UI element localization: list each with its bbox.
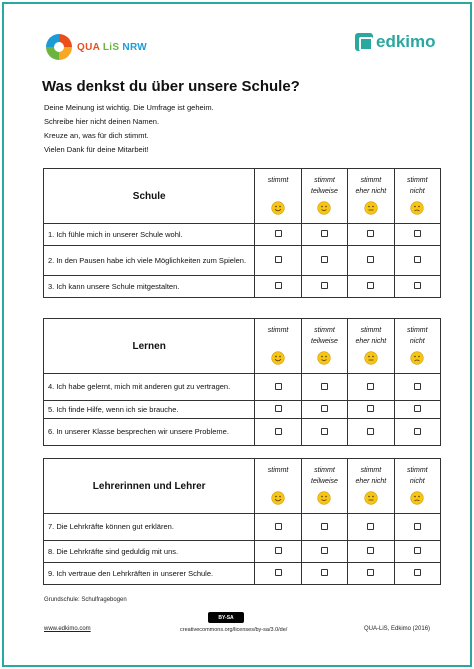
answer-cell <box>301 246 347 276</box>
intro-line: Schreibe hier nicht deinen Namen. <box>44 117 160 126</box>
answer-cell <box>394 563 440 585</box>
answer-label-line1: stimmt <box>267 467 289 474</box>
answer-checkbox[interactable] <box>321 383 328 390</box>
answer-label-line1: stimmt <box>267 327 289 334</box>
answer-cell <box>348 514 394 541</box>
section-title: Lernen <box>44 319 255 374</box>
table-row <box>44 374 441 401</box>
answer-label-line2 <box>255 336 300 347</box>
page-title: Was denkst du über unsere Schule? <box>42 78 300 95</box>
answer-column-header <box>255 459 301 514</box>
table-header-row <box>44 169 441 224</box>
answer-cell <box>255 514 301 541</box>
neutral-face-icon <box>364 351 378 365</box>
answer-checkbox[interactable] <box>275 282 282 289</box>
table-row <box>44 541 441 563</box>
answer-checkbox[interactable] <box>367 428 374 435</box>
answer-cell <box>394 246 440 276</box>
question-text: 5. Ich finde Hilfe, wenn ich sie brauche. <box>44 401 255 419</box>
answer-checkbox[interactable] <box>414 569 421 576</box>
happy-face-icon <box>271 201 285 215</box>
footer-label: Grundschule: Schulfragebogen <box>44 597 127 603</box>
answer-cell <box>255 541 301 563</box>
question-text: 2. In den Pausen habe ich viele Möglichkeiten zum Spielen. <box>44 246 255 276</box>
answer-checkbox[interactable] <box>321 547 328 554</box>
answer-checkbox[interactable] <box>367 383 374 390</box>
neutral-face-icon <box>364 201 378 215</box>
answer-checkbox[interactable] <box>321 256 328 263</box>
answer-cell <box>394 276 440 298</box>
cc-license-badge-text: BY-SA <box>218 614 234 621</box>
footer-link[interactable]: www.edkimo.com <box>44 626 91 632</box>
answer-checkbox[interactable] <box>414 282 421 289</box>
neutral-face-icon <box>364 491 378 505</box>
answer-label-line2: teilweise <box>311 478 338 485</box>
answer-column-header <box>348 169 394 224</box>
answer-label-line2 <box>255 476 300 487</box>
answer-cell <box>348 563 394 585</box>
question-text: 6. In unserer Klasse besprechen wir unsere Probleme. <box>44 419 255 446</box>
answer-checkbox[interactable] <box>275 547 282 554</box>
answer-checkbox[interactable] <box>414 523 421 530</box>
answer-column-header <box>301 169 347 224</box>
answer-checkbox[interactable] <box>321 523 328 530</box>
answer-checkbox[interactable] <box>275 569 282 576</box>
answer-cell <box>255 246 301 276</box>
answer-label-line2: eher nicht <box>355 188 387 195</box>
table-row <box>44 246 441 276</box>
answer-checkbox[interactable] <box>414 256 421 263</box>
intro-line: Deine Meinung ist wichtig. Die Umfrage ist geheim. <box>44 103 214 112</box>
survey-table <box>43 458 441 585</box>
answer-checkbox[interactable] <box>321 569 328 576</box>
answer-column-header <box>301 319 347 374</box>
answer-checkbox[interactable] <box>414 230 421 237</box>
answer-label-line1: stimmt <box>360 177 382 184</box>
answer-checkbox[interactable] <box>275 230 282 237</box>
answer-column-header <box>255 169 301 224</box>
answer-checkbox[interactable] <box>414 547 421 554</box>
answer-label-line2: nicht <box>409 188 425 195</box>
intro-line: Kreuze an, was für dich stimmt. <box>44 131 149 140</box>
answer-label-line1: stimmt <box>314 327 335 334</box>
answer-column-header <box>394 169 440 224</box>
answer-label-line2: teilweise <box>311 338 338 345</box>
answer-cell <box>348 276 394 298</box>
answer-checkbox[interactable] <box>321 405 328 412</box>
answer-checkbox[interactable] <box>414 383 421 390</box>
survey-table <box>43 318 441 446</box>
sad-face-icon <box>410 491 424 505</box>
answer-cell <box>348 541 394 563</box>
smiling-face-icon <box>317 491 331 505</box>
table-row <box>44 401 441 419</box>
answer-cell <box>394 224 440 246</box>
answer-checkbox[interactable] <box>321 230 328 237</box>
happy-face-icon <box>271 351 285 365</box>
answer-checkbox[interactable] <box>275 428 282 435</box>
answer-checkbox[interactable] <box>367 547 374 554</box>
answer-cell <box>301 541 347 563</box>
answer-checkbox[interactable] <box>275 523 282 530</box>
answer-label-line1: stimmt <box>406 177 428 184</box>
answer-cell <box>394 541 440 563</box>
sad-face-icon <box>410 351 424 365</box>
answer-cell <box>301 419 347 446</box>
answer-column-header <box>348 319 394 374</box>
answer-column-header <box>394 459 440 514</box>
answer-cell <box>348 246 394 276</box>
answer-label-line2 <box>255 186 300 197</box>
section-title: Schule <box>44 169 255 224</box>
license-url[interactable]: creativecommons.org/licenses/by-sa/3.0/de/ <box>180 627 288 633</box>
answer-checkbox[interactable] <box>275 256 282 263</box>
question-text: 8. Die Lehrkräfte sind geduldig mit uns. <box>44 541 255 563</box>
answer-cell <box>301 374 347 401</box>
answer-label-line1: stimmt <box>406 467 428 474</box>
answer-label-line2: eher nicht <box>355 338 387 345</box>
answer-cell <box>394 374 440 401</box>
question-text: 4. Ich habe gelernt, mich mit anderen gut zu vertragen. <box>44 374 255 401</box>
sad-face-icon <box>410 201 424 215</box>
answer-label-line2: eher nicht <box>355 478 387 485</box>
table-header-row <box>44 319 441 374</box>
answer-label-line2: nicht <box>409 338 425 345</box>
logo-lis-text: LiS <box>102 41 120 53</box>
table-row <box>44 514 441 541</box>
answer-label-line1: stimmt <box>314 467 335 474</box>
table-row <box>44 276 441 298</box>
answer-label-line1: stimmt <box>267 177 289 184</box>
answer-checkbox[interactable] <box>414 428 421 435</box>
cc-license-badge <box>208 612 244 623</box>
answer-cell <box>301 514 347 541</box>
answer-cell <box>301 401 347 419</box>
answer-column-header <box>301 459 347 514</box>
edkimo-logo-icon <box>355 33 373 51</box>
smiling-face-icon <box>317 201 331 215</box>
answer-checkbox[interactable] <box>321 428 328 435</box>
answer-checkbox[interactable] <box>367 405 374 412</box>
answer-cell <box>301 276 347 298</box>
answer-checkbox[interactable] <box>367 569 374 576</box>
edkimo-logo <box>355 32 436 52</box>
answer-cell <box>348 374 394 401</box>
answer-checkbox[interactable] <box>367 256 374 263</box>
answer-cell <box>255 276 301 298</box>
smiling-face-icon <box>317 351 331 365</box>
question-text: 7. Die Lehrkräfte können gut erklären. <box>44 514 255 541</box>
qualis-logo-icon <box>46 34 72 60</box>
table-row <box>44 563 441 585</box>
qualis-logo-text <box>77 42 147 53</box>
answer-label-line2: teilweise <box>311 188 338 195</box>
answer-cell <box>394 514 440 541</box>
answer-label-line1: stimmt <box>314 177 335 184</box>
answer-cell <box>255 401 301 419</box>
answer-checkbox[interactable] <box>367 230 374 237</box>
question-text: 1. Ich fühle mich in unserer Schule wohl. <box>44 224 255 246</box>
answer-cell <box>255 224 301 246</box>
answer-column-header <box>255 319 301 374</box>
answer-label-line1: stimmt <box>360 467 382 474</box>
answer-cell <box>394 401 440 419</box>
answer-checkbox[interactable] <box>275 405 282 412</box>
answer-label-line2: nicht <box>409 478 425 485</box>
table-header-row <box>44 459 441 514</box>
logo-qua-text: QUA <box>77 41 100 53</box>
qualis-logo <box>46 34 147 60</box>
answer-label-line1: stimmt <box>360 327 382 334</box>
table-row <box>44 419 441 446</box>
logo-nrw-text: NRW <box>122 41 148 53</box>
answer-cell <box>348 224 394 246</box>
question-text: 3. Ich kann unsere Schule mitgestalten. <box>44 276 255 298</box>
section-title: Lehrerinnen und Lehrer <box>44 459 255 514</box>
answer-cell <box>394 419 440 446</box>
question-text: 9. Ich vertraue den Lehrkräften in unserer Schule. <box>44 563 255 585</box>
answer-checkbox[interactable] <box>367 523 374 530</box>
intro-line: Vielen Dank für deine Mitarbeit! <box>44 145 149 154</box>
answer-column-header <box>348 459 394 514</box>
happy-face-icon <box>271 491 285 505</box>
answer-cell <box>255 419 301 446</box>
survey-table <box>43 168 441 298</box>
answer-cell <box>255 563 301 585</box>
footer-copyright: QUA-LiS, Edkimo (2016) <box>364 626 431 632</box>
intro-text <box>44 101 214 157</box>
answer-checkbox[interactable] <box>321 282 328 289</box>
answer-cell <box>301 224 347 246</box>
answer-cell <box>348 419 394 446</box>
answer-label-line1: stimmt <box>406 327 428 334</box>
answer-checkbox[interactable] <box>275 383 282 390</box>
answer-cell <box>301 563 347 585</box>
answer-checkbox[interactable] <box>367 282 374 289</box>
edkimo-logo-text: edkimo <box>376 32 436 51</box>
answer-column-header <box>394 319 440 374</box>
answer-cell <box>348 401 394 419</box>
answer-cell <box>255 374 301 401</box>
answer-checkbox[interactable] <box>414 405 421 412</box>
table-row <box>44 224 441 246</box>
